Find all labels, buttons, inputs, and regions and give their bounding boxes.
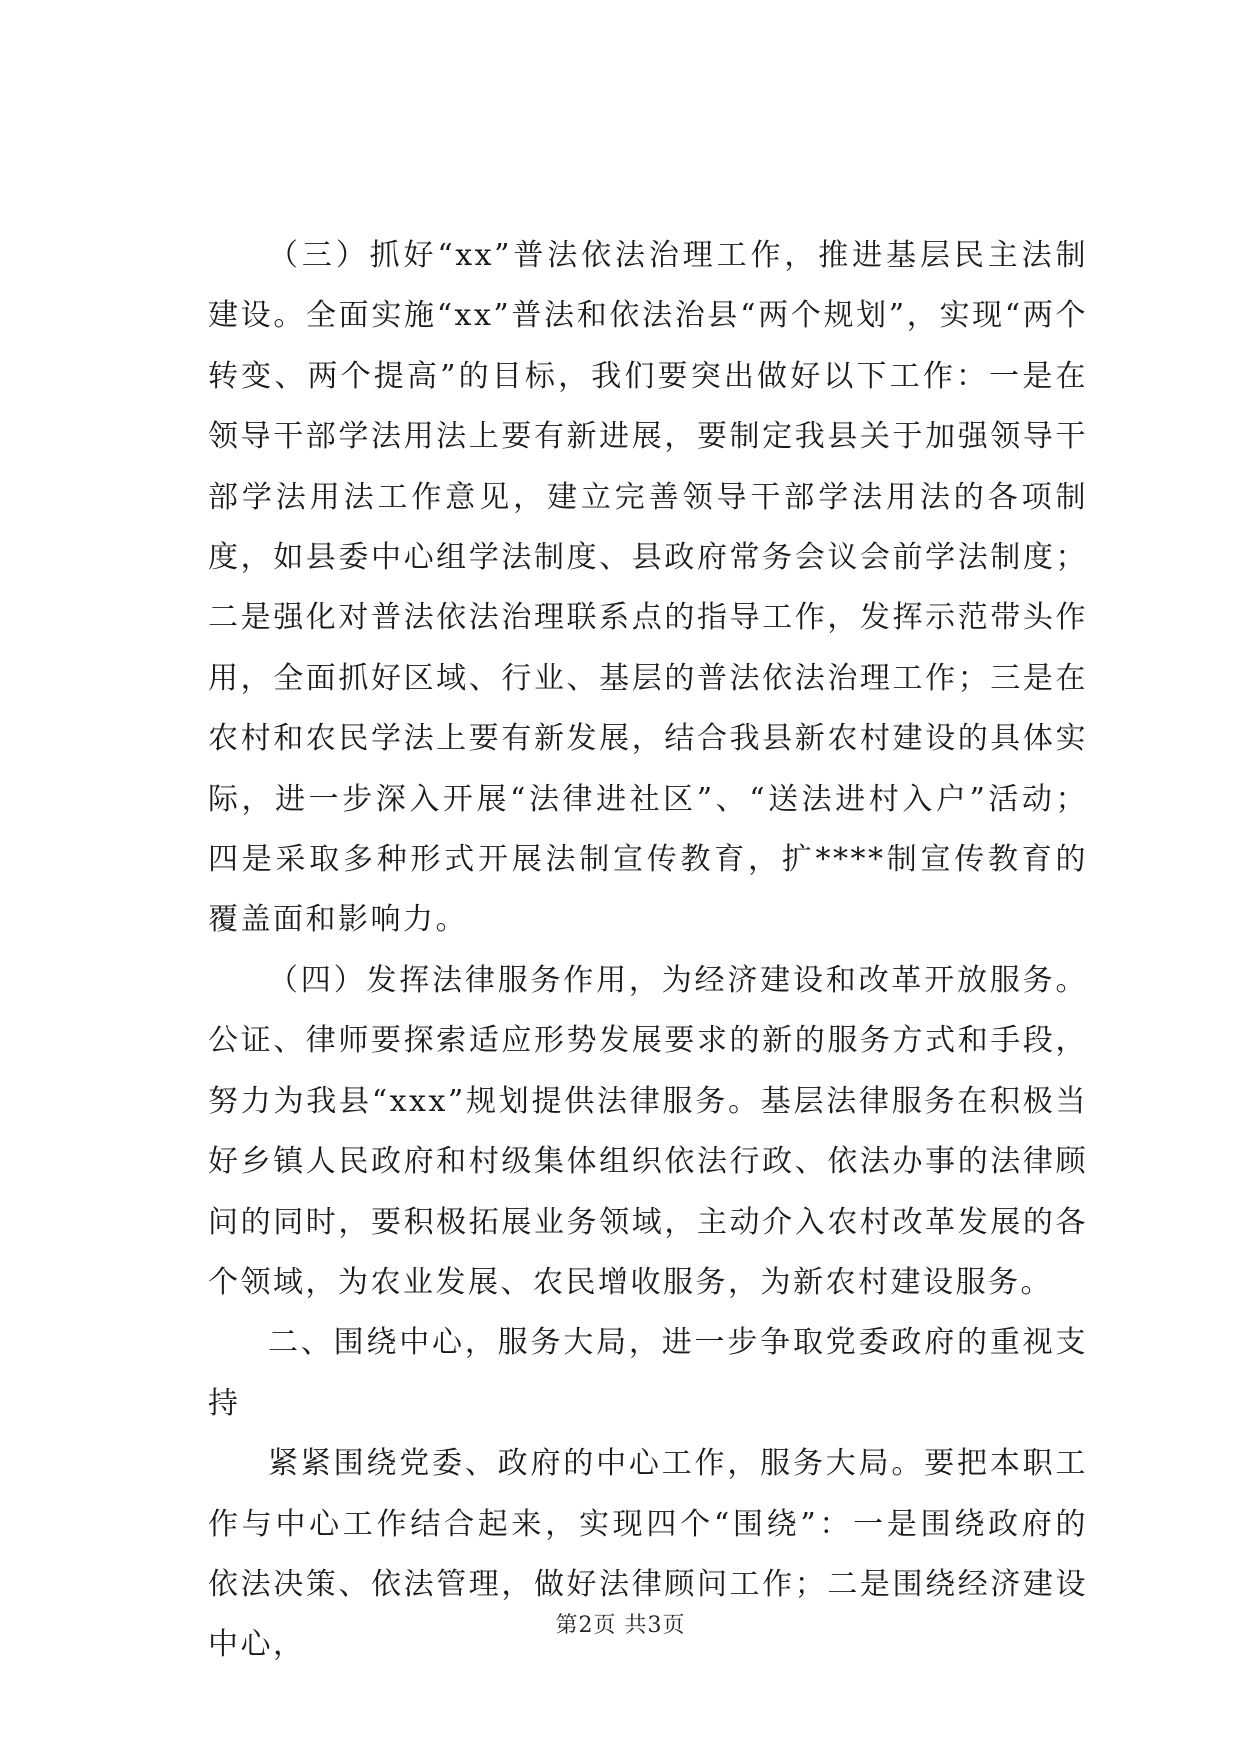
paragraph-center-work: 紧紧围绕党委、政府的中心工作，服务大局。要把本职工作与中心工作结合起来，实现四个“围绕”：一是围绕政府的依法决策、依法管理，做好法律顾问工作；二是围绕经济建设中心， [208,1446,1088,1663]
paragraph-3-law-popularization: （三）抓好“xx”普法依法治理工作，推进基层民主法制建设。全面实施“xx”普法和依法治县“两个规划”，实现“两个转变、两个提高”的目标，我们要突出做好以下工作：一是在领导干部学法用法上要有新进展，要制定我县关于加强领导干部学法用法工作意见，建立完善领导干部学法用法的各项制度，如县委中心组学法制度、县政府常务会议会前学法制度；二是强化对普法依法治理联系点的指导工作，发挥示范带头作用，全面抓好区域、行业、基层的普法依法治理工作；三是在农村和农民学法上要有新发展，结合我县新农村建设的具体实际，进一步深入开展“法律进社区”、“送法进村入户”活动；四是采取多种形式开展法制宣传教育，扩****制宣传教育的覆盖面和影响力。 [208,238,1088,938]
document-body [208,226,1088,1676]
paragraph-4-legal-services: （四）发挥法律服务作用，为经济建设和改革开放服务。公证、律师要探索适应形势发展要求的新的服务方式和手段，努力为我县“xxx”规划提供法律服务。基层法律服务在积极当好乡镇人民政府和村级集体组织依法行政、依法办事的法律顾问的同时，要积极拓展业务领域，主动介入农村改革发展的各个领域，为农业发展、农民增收服务，为新农村建设服务。 [208,962,1088,1300]
page-footer: 第2页 共3页 [555,1613,686,1638]
section-heading-2: 二、围绕中心，服务大局，进一步争取党委政府的重视支持 [208,1325,1088,1421]
